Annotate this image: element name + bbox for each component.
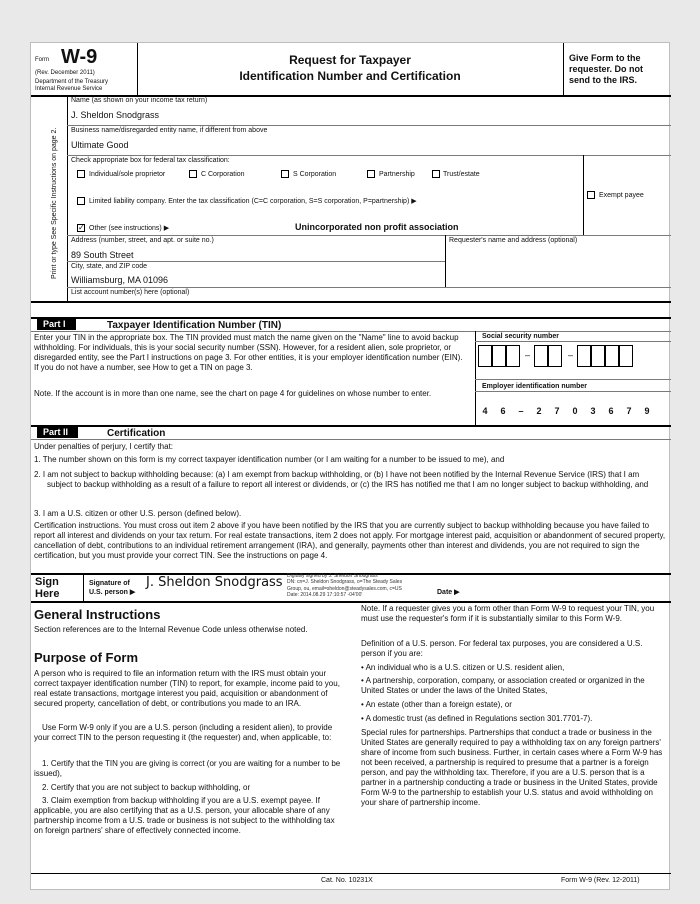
digital-signature-line1: Digitally signed by J. Sheldon Snodgrass bbox=[287, 573, 378, 579]
part1-title: Taxpayer Identification Number (TIN) bbox=[107, 320, 282, 331]
certification-item3: 3. I am a U.S. citizen or other U.S. person (defined below). bbox=[34, 509, 242, 518]
account-label: List account number(s) here (optional) bbox=[71, 289, 190, 296]
ssn-digit-box[interactable] bbox=[548, 345, 562, 367]
ssn-digit-box[interactable] bbox=[605, 345, 619, 367]
requester-note: Note. If a requester gives you a form other than Form W-9 to request your TIN, you must use the requester's form if it is substantially similar to this Form W-9. bbox=[361, 604, 655, 623]
digital-signature-line2: DN: cn=J. Sheldon Snodgrass, o=The Steady Sales bbox=[287, 579, 403, 586]
ssn-digit-box[interactable] bbox=[506, 345, 520, 367]
form-title-line2: Identification Number and Certification bbox=[239, 69, 461, 83]
city-field[interactable]: Williamsburg, MA 01096 bbox=[71, 275, 169, 285]
purpose-list-item1: 1. Certify that the TIN you are giving is correct (or you are waiting for a number to be issued), bbox=[34, 759, 341, 778]
exempt-payee-checkbox[interactable] bbox=[587, 191, 595, 199]
us-person-bullet1: • An individual who is a U.S. citizen or U.S. resident alien, bbox=[361, 663, 565, 672]
certification-intro: Under penalties of perjury, I certify that: bbox=[34, 442, 174, 451]
form-title-line1: Request for Taxpayer bbox=[289, 53, 411, 67]
certification-item1: 1. The number shown on this form is my correct taxpayer identification number (or I am waiting for a number to be issued to me), and bbox=[34, 455, 505, 464]
form-page bbox=[30, 42, 670, 890]
form-code: W-9 bbox=[61, 46, 98, 68]
form-word: Form bbox=[35, 57, 49, 63]
sign-here-line1: Sign bbox=[35, 576, 59, 588]
part1-label: Part I bbox=[37, 318, 76, 330]
purpose-paragraph2: Use Form W-9 only if you are a U.S. person (including a resident alien), to provide your correct TIN to the person requesting it (the requester) and, when applicable, to: bbox=[34, 723, 333, 742]
digital-signature-line3: Group, ou, email=sheldon@steadysales.com, c=US bbox=[287, 585, 402, 592]
ssn-dash: – bbox=[568, 350, 574, 360]
certification-instructions: Certification instructions. You must cross out item 2 above if you have been notified by the IRS that you are currently subject to backup withholding because you have failed to report all interest and dividends on your tax return. For real estate transactions, item 2 does not apply. For mortgage interest paid, acquisition or abandonment of secured property, cancellation of debt, contributions to an individual retirement arrangement (IRA), and generally, payments other than interest and dividends, you are not required to sign the certification, but you must provide your correct TIN. See the instructions on page 4. bbox=[34, 521, 666, 560]
us-person-bullet2: • A partnership, corporation, company, or association created or organized in the United States or under the laws of the United States, bbox=[361, 676, 645, 695]
ssn-label: Social security number bbox=[482, 333, 560, 340]
partnership-rules: Special rules for partnerships. Partnerships that conduct a trade or business in the United States are generally required to pay a withholding tax on any foreign partners' share of income from such business. Further, in certain cases where a Form W-9 has not been received, a partnership is required to presume that a partner is a foreign person, and pay the withholding tax. Therefore, if you are a U.S. person that is a partner in a partnership conducting a trade or business in the United States, provide Form W-9 to the partnership to establish your U.S. status and avoid withholding on your share of partnership income. bbox=[361, 728, 663, 807]
ssn-digit-box[interactable] bbox=[478, 345, 492, 367]
ein-digit[interactable]: 3 bbox=[590, 406, 596, 416]
ssn-digit-box[interactable] bbox=[534, 345, 548, 367]
c-corporation-checkbox[interactable] bbox=[189, 170, 197, 178]
ssn-digit-box[interactable] bbox=[591, 345, 605, 367]
partnership-checkbox[interactable] bbox=[367, 170, 375, 178]
c-corporation-label: C Corporation bbox=[201, 171, 245, 178]
trust-estate-label: Trust/estate bbox=[443, 171, 480, 178]
ein-digit[interactable]: 2 bbox=[536, 406, 542, 416]
purpose-list-item2: 2. Certify that you are not subject to backup withholding, or bbox=[42, 783, 251, 792]
other-label: Other (see instructions) ▶ bbox=[89, 225, 170, 232]
name-label: Name (as shown on your income tax return) bbox=[71, 97, 208, 104]
department-line1: Department of the Treasury bbox=[35, 79, 109, 85]
s-corporation-checkbox[interactable] bbox=[281, 170, 289, 178]
business-name-field[interactable]: Ultimate Good bbox=[71, 140, 129, 150]
purpose-paragraph1: A person who is required to file an information return with the IRS must obtain your correct taxpayer identification number (TIN) to report, for example, income paid to you, real estate transactions, mortgage interest you paid, acquisition or abandonment of secured property, cancellation of debt, or contributions you made to an IRA. bbox=[34, 669, 340, 708]
ssn-digit-box[interactable] bbox=[619, 345, 633, 367]
ein-digit[interactable]: 0 bbox=[572, 406, 578, 416]
digital-signature-line4: Date: 2014.08.29 17:10:57 -04'00' bbox=[287, 591, 363, 598]
other-checkbox[interactable]: ✓ bbox=[78, 223, 85, 232]
name-field[interactable]: J. Sheldon Snodgrass bbox=[71, 110, 160, 120]
ein-label: Employer identification number bbox=[482, 383, 588, 390]
business-name-label: Business name/disregarded entity name, if different from above bbox=[71, 127, 268, 134]
side-label: Print or type See Specific Instructions on page 2. bbox=[51, 127, 58, 279]
ein-digit[interactable]: 6 bbox=[500, 406, 506, 416]
trust-estate-checkbox[interactable] bbox=[432, 170, 440, 178]
certification-item2: 2. I am not subject to backup withholding because: (a) I am exempt from backup withholding, or (b) I have not been notified by the Internal Revenue Service (IRS) that I am subject to backup withholding as a result of a failure to report all interest or dividends, or (c) the IRS has notified me that I am no longer subject to backup withholding, and bbox=[34, 470, 649, 489]
digital-signature-info bbox=[287, 573, 402, 598]
ssn-dash: – bbox=[525, 350, 531, 360]
classification-label: Check appropriate box for federal tax classification: bbox=[71, 157, 230, 164]
us-person-bullet3: • An estate (other than a foreign estate), or bbox=[361, 700, 512, 709]
requester-label: Requester's name and address (optional) bbox=[449, 237, 578, 244]
part2-label: Part II bbox=[37, 426, 78, 438]
purpose-title: Purpose of Form bbox=[34, 650, 139, 665]
sign-here-line2: Here bbox=[35, 588, 60, 600]
individual-checkbox[interactable] bbox=[77, 170, 85, 178]
revision-date: (Rev. December 2011) bbox=[35, 70, 95, 76]
general-instructions-text: Section references are to the Internal Revenue Code unless otherwise noted. bbox=[34, 625, 308, 634]
address-label: Address (number, street, and apt. or suite no.) bbox=[71, 237, 214, 244]
purpose-list-item3: 3. Claim exemption from backup withholding if you are a U.S. exempt payee. If applicable, you are also certifying that as a U.S. person, your allocable share of any partnership income from a U.S. trade or business is not subject to the withholding tax on foreign partners' share of effectively connected income. bbox=[34, 796, 335, 835]
give-form-line1: Give Form to the bbox=[569, 53, 641, 63]
partnership-label: Partnership bbox=[379, 171, 415, 178]
general-instructions-title: General Instructions bbox=[34, 607, 161, 622]
ein-digit[interactable]: 4 bbox=[482, 406, 488, 416]
llc-checkbox[interactable] bbox=[77, 197, 85, 205]
address-field[interactable]: 89 South Street bbox=[71, 250, 134, 260]
us-person-bullet4: • A domestic trust (as defined in Regulations section 301.7701-7). bbox=[361, 714, 593, 723]
part1-text: Enter your TIN in the appropriate box. The TIN provided must match the name given on the "Name" line to avoid backup withholding. For individuals, this is your social security number (SSN). However, for a resident alien, sole proprietor, or disregarded entity, see the Part I instructions on page 3. For other entities, it is your employer identification number (EIN). If you do not have a number, see How to get a TIN on page 3. bbox=[34, 333, 463, 372]
give-form-line3: send to the IRS. bbox=[569, 75, 638, 85]
ssn-digit-box[interactable] bbox=[492, 345, 506, 367]
city-label: City, state, and ZIP code bbox=[71, 263, 148, 270]
part2-title: Certification bbox=[107, 428, 166, 439]
ein-digit[interactable]: 7 bbox=[626, 406, 632, 416]
ssn-digit-box[interactable] bbox=[577, 345, 591, 367]
us-person-definition: Definition of a U.S. person. For federal tax purposes, you are considered a U.S. person if you are: bbox=[361, 639, 643, 658]
individual-label: Individual/sole proprietor bbox=[89, 171, 166, 178]
footer-form-id: Form W-9 (Rev. 12-2011) bbox=[561, 877, 640, 884]
signature-field[interactable]: J. Sheldon Snodgrass bbox=[146, 575, 283, 590]
signature-label-line2: U.S. person ▶ bbox=[89, 589, 136, 596]
other-classification-field[interactable]: Unincorporated non profit association bbox=[295, 222, 459, 232]
date-label: Date ▶ bbox=[437, 589, 460, 596]
ein-digit[interactable]: 6 bbox=[608, 406, 614, 416]
department-line2: Internal Revenue Service bbox=[35, 86, 103, 92]
part1-note: Note. If the account is in more than one name, see the chart on page 4 for guidelines on whose number to enter. bbox=[34, 389, 432, 398]
s-corporation-label: S Corporation bbox=[293, 171, 337, 178]
ein-dash: – bbox=[518, 406, 524, 416]
exempt-payee-label: Exempt payee bbox=[599, 192, 644, 199]
llc-label: Limited liability company. Enter the tax classification (C=C corporation, S=S corporation, P=partnership) ▶ bbox=[89, 198, 417, 205]
signature-label-line1: Signature of bbox=[89, 580, 130, 587]
ein-digit[interactable]: 7 bbox=[554, 406, 560, 416]
catalog-number: Cat. No. 10231X bbox=[321, 877, 373, 884]
give-form-line2: requester. Do not bbox=[569, 64, 644, 74]
ein-digit[interactable]: 9 bbox=[644, 406, 650, 416]
